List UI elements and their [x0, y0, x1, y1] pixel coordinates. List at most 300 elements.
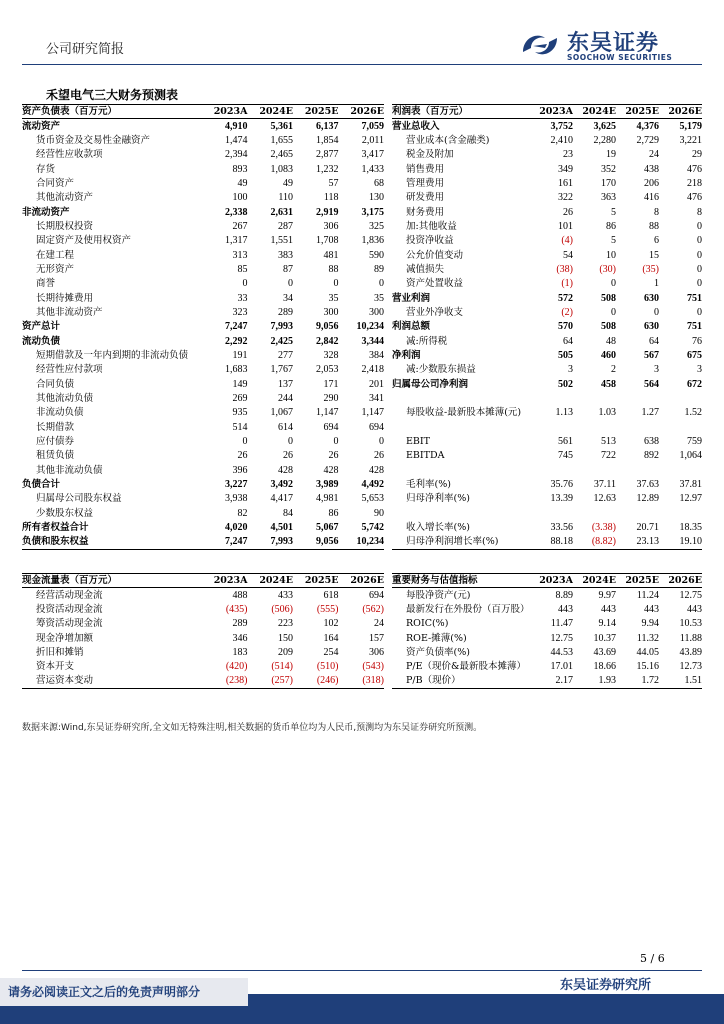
value-cell: (514) [271, 661, 293, 673]
value-cell: 164 [323, 632, 339, 644]
table-row [22, 645, 384, 659]
value-cell: 508 [601, 292, 616, 304]
value-cell: (435) [225, 603, 248, 615]
balance-sheet-table [22, 104, 384, 550]
value-cell: 1,474 [225, 134, 248, 146]
row-label: 其他非流动负债 [36, 464, 103, 476]
value-cell: 572 [558, 292, 573, 304]
row-label: EBITDA [406, 450, 445, 462]
value-cell: 201 [369, 378, 384, 390]
table-row [392, 234, 702, 248]
table-row [22, 248, 384, 262]
value-cell: 33.56 [550, 522, 573, 534]
row-label: 归母净利润增长率(%) [406, 536, 499, 548]
table-row [392, 377, 702, 391]
value-cell: 3,344 [361, 335, 384, 347]
value-cell: 443 [601, 603, 616, 615]
value-cell: (318) [362, 675, 384, 687]
row-label: 长期股权投资 [36, 220, 94, 232]
value-cell: 1,836 [361, 235, 384, 247]
row-label: 资本开支 [36, 661, 75, 673]
table-row [22, 449, 384, 463]
table-row [392, 463, 702, 477]
value-cell: 8.89 [555, 589, 573, 601]
year-header: 2025E [304, 575, 339, 587]
value-cell: 300 [369, 306, 384, 318]
row-label: 财务费用 [406, 206, 445, 218]
table-row [22, 148, 384, 162]
value-cell: 57 [328, 177, 339, 189]
year-header: 2026E [668, 575, 702, 587]
value-cell: 35 [328, 292, 339, 304]
value-cell: 630 [644, 292, 659, 304]
row-label: 短期借款及一年内到期的非流动负债 [36, 350, 189, 362]
value-cell: 12.63 [593, 493, 616, 505]
value-cell: 363 [601, 192, 616, 204]
table-row [22, 492, 384, 506]
value-cell: 722 [601, 450, 616, 462]
value-cell: 12.97 [679, 493, 702, 505]
value-cell: 43.89 [679, 646, 702, 658]
value-cell: 2,280 [593, 134, 616, 146]
row-label: 销售费用 [406, 163, 445, 175]
value-cell: (1) [561, 278, 573, 290]
table-row [392, 617, 702, 631]
row-label: 流动负债 [22, 335, 61, 347]
value-cell: 33 [237, 292, 248, 304]
value-cell: 6,137 [316, 120, 339, 132]
row-label: 负债和股东权益 [22, 536, 89, 548]
value-cell: 35.76 [550, 479, 573, 491]
row-label: 存货 [36, 163, 56, 175]
value-cell: 3 [697, 364, 702, 376]
value-cell: 170 [601, 177, 616, 189]
value-cell: 0 [333, 278, 339, 290]
value-cell [573, 506, 616, 520]
value-cell: 90 [374, 507, 384, 519]
table-row [392, 506, 702, 520]
row-label: 无形资产 [36, 263, 75, 275]
value-cell: 7,247 [225, 536, 248, 548]
value-cell: 745 [558, 450, 573, 462]
value-cell: 130 [369, 192, 384, 204]
table-row [392, 492, 702, 506]
value-cell: 1.93 [598, 675, 616, 687]
value-cell: 7,247 [225, 321, 248, 333]
value-cell: 3,938 [225, 493, 248, 505]
row-label: 货币资金及交易性金融资产 [36, 134, 151, 146]
value-cell: 24 [649, 149, 659, 161]
row-label: 折旧和摊销 [36, 646, 84, 658]
value-cell: 88.18 [550, 536, 573, 548]
value-cell: 15 [649, 249, 659, 261]
value-cell: 54 [563, 249, 573, 261]
value-cell [659, 506, 702, 520]
value-cell: 1,433 [361, 163, 384, 175]
value-cell [659, 463, 702, 477]
value-cell: 341 [369, 393, 384, 405]
table-row [392, 674, 702, 688]
row-label: 管理费用 [406, 177, 445, 189]
row-label: P/E（现价&最新股本摊薄） [406, 661, 526, 673]
value-cell: 514 [232, 421, 248, 433]
table-row [22, 391, 384, 405]
value-cell: 349 [558, 163, 573, 175]
value-cell: 638 [644, 436, 659, 448]
value-cell: 26 [374, 450, 384, 462]
cash-flow-table [22, 573, 384, 689]
value-cell: 488 [232, 589, 248, 601]
year-header: 2024E [582, 106, 616, 118]
value-cell: 254 [323, 646, 339, 658]
row-label: 长期待摊费用 [36, 292, 94, 304]
row-label: 减值损失 [406, 263, 445, 275]
value-cell: 5 [611, 206, 616, 218]
value-cell: 1,067 [270, 407, 293, 419]
row-label: P/B（现价） [406, 675, 461, 687]
value-cell: 110 [278, 192, 293, 204]
value-cell: 287 [278, 220, 293, 232]
row-label: 所有者权益合计 [22, 522, 89, 534]
report-title: 禾望电气三大财务预测表 [46, 88, 179, 102]
header-divider [22, 64, 702, 65]
value-cell: 89 [374, 263, 384, 275]
table-row [22, 631, 384, 645]
table-row [392, 631, 702, 645]
table-row [392, 162, 702, 176]
value-cell: 86 [606, 220, 616, 232]
value-cell: 322 [558, 192, 573, 204]
value-cell: 10,234 [356, 321, 384, 333]
value-cell: 0 [697, 306, 702, 318]
value-cell: 4,981 [316, 493, 339, 505]
table-row [22, 520, 384, 534]
value-cell: 82 [237, 507, 248, 519]
year-header: 2025E [625, 575, 659, 587]
value-cell: 0 [697, 278, 702, 290]
value-cell: 8 [654, 206, 659, 218]
value-cell: (246) [316, 675, 339, 687]
table-row [392, 291, 702, 305]
value-cell: 5,361 [270, 120, 293, 132]
table-row [22, 434, 384, 448]
table-row [392, 434, 702, 448]
value-cell: 675 [687, 350, 702, 362]
value-cell [530, 391, 573, 405]
value-cell: 1,064 [679, 450, 702, 462]
row-label: 税金及附加 [406, 149, 454, 161]
value-cell: 306 [323, 220, 339, 232]
row-label: 长期借款 [36, 421, 75, 433]
value-cell: 35 [374, 292, 384, 304]
value-cell: 0 [379, 436, 384, 448]
logo-text-en: SOOCHOW SECURITIES [567, 53, 673, 62]
value-cell: 10 [606, 249, 616, 261]
value-cell: 10.37 [593, 632, 616, 644]
key-ratios-table [392, 573, 702, 689]
row-label: 其他流动负债 [36, 393, 94, 405]
value-cell: 12.75 [550, 632, 573, 644]
table-row [22, 191, 384, 205]
value-cell: 1.52 [684, 407, 702, 419]
value-cell: 2,919 [316, 206, 339, 218]
table-row [392, 602, 702, 616]
value-cell: 502 [558, 378, 573, 390]
row-label: 合同资产 [36, 177, 75, 189]
row-label: 营业外净收支 [406, 306, 464, 318]
value-cell [573, 420, 616, 434]
value-cell: 48 [606, 335, 616, 347]
value-cell: (257) [271, 675, 293, 687]
value-cell: 37.81 [679, 479, 702, 491]
year-header: 2023A [213, 106, 248, 118]
year-header: 2025E [304, 106, 339, 118]
table-row [22, 377, 384, 391]
row-label [392, 391, 530, 405]
value-cell: 428 [278, 464, 293, 476]
value-cell: 5,742 [361, 522, 384, 534]
value-cell: 0 [611, 278, 616, 290]
table-header-label: 资产负债表（百万元） [22, 106, 118, 118]
row-label: 收入增长率(%) [406, 522, 470, 534]
row-label: ROIC(%) [406, 618, 449, 630]
value-cell [573, 391, 616, 405]
table-row [22, 305, 384, 319]
value-cell [573, 463, 616, 477]
table-header-label: 现金流量表（百万元） [22, 575, 118, 587]
value-cell: 346 [232, 632, 248, 644]
value-cell: (510) [316, 661, 339, 673]
value-cell: 935 [232, 407, 248, 419]
row-label: 资产处置收益 [406, 278, 464, 290]
value-cell [530, 506, 573, 520]
value-cell: 23.13 [636, 536, 659, 548]
value-cell: 892 [644, 450, 659, 462]
value-cell: 267 [232, 220, 248, 232]
table-row [392, 406, 702, 420]
value-cell: 44.05 [636, 646, 659, 658]
value-cell: (555) [316, 603, 339, 615]
year-header: 2024E [259, 575, 293, 587]
table-row [392, 660, 702, 674]
table-row [22, 674, 384, 688]
table-row [392, 176, 702, 190]
value-cell: 11.24 [636, 589, 659, 601]
table-row [392, 535, 702, 549]
value-cell: 171 [323, 378, 339, 390]
row-label: 每股收益-最新股本摊薄(元) [406, 407, 522, 419]
row-label [392, 463, 530, 477]
row-label: 归属母公司股东权益 [36, 493, 122, 505]
value-cell: (562) [362, 603, 384, 615]
value-cell: 2,729 [636, 134, 659, 146]
value-cell: 4,417 [270, 493, 293, 505]
value-cell: 34 [283, 292, 293, 304]
value-cell: 751 [687, 321, 702, 333]
value-cell: 567 [644, 350, 659, 362]
table-row [22, 162, 384, 176]
value-cell: 3 [568, 364, 573, 376]
table-row [392, 277, 702, 291]
row-label: EBIT [406, 436, 431, 448]
value-cell: 5,179 [679, 120, 702, 132]
value-cell: 37.11 [593, 479, 616, 491]
table-row [392, 449, 702, 463]
table-row [22, 291, 384, 305]
value-cell: 12.89 [636, 493, 659, 505]
value-cell: 672 [687, 378, 702, 390]
year-header: 2024E [582, 575, 616, 587]
value-cell: 438 [644, 163, 659, 175]
value-cell: 9,056 [316, 536, 339, 548]
row-label: 投资净收益 [406, 235, 454, 247]
value-cell: 76 [692, 335, 702, 347]
row-label: ROE-摊薄(%) [406, 632, 467, 644]
value-cell: 1.13 [555, 407, 573, 419]
value-cell: (35) [642, 263, 659, 275]
value-cell: 49 [283, 177, 293, 189]
value-cell: 3,227 [225, 479, 248, 491]
value-cell: 10,234 [356, 536, 384, 548]
row-label: 经营性应付款项 [36, 364, 103, 376]
row-label: 资产总计 [22, 321, 61, 333]
row-label: 加:其他收益 [406, 220, 457, 232]
value-cell: (30) [599, 263, 616, 275]
row-label: 营业成本(含金融类) [406, 134, 490, 146]
row-label: 其他流动资产 [36, 192, 94, 204]
value-cell: 384 [369, 350, 384, 362]
value-cell: 508 [601, 321, 616, 333]
value-cell: 751 [687, 292, 702, 304]
value-cell: 0 [288, 436, 293, 448]
value-cell: 2,292 [225, 335, 248, 347]
soochow-logo-icon [519, 28, 561, 62]
value-cell: 3 [654, 364, 659, 376]
value-cell: 1.51 [684, 675, 702, 687]
value-cell: 513 [601, 436, 616, 448]
value-cell: 396 [232, 464, 248, 476]
table-row [392, 248, 702, 262]
value-cell: 86 [328, 507, 339, 519]
value-cell: 6 [654, 235, 659, 247]
value-cell: 206 [644, 177, 659, 189]
value-cell: 2,842 [316, 335, 339, 347]
table-row [22, 119, 384, 133]
year-header: 2026E [350, 575, 384, 587]
value-cell [616, 506, 659, 520]
row-label: 少数股东权益 [36, 507, 94, 519]
value-cell: 9.94 [641, 618, 659, 630]
value-cell: 323 [232, 306, 248, 318]
row-label: 现金净增加额 [36, 632, 94, 644]
table-row [22, 617, 384, 631]
row-label: 净利润 [392, 350, 421, 362]
value-cell: 9.14 [598, 618, 616, 630]
value-cell: 3,417 [361, 149, 384, 161]
table-row [22, 463, 384, 477]
value-cell: 44.53 [550, 646, 573, 658]
value-cell: 218 [687, 177, 702, 189]
report-category: 公司研究简报 [46, 42, 125, 57]
table-row [22, 205, 384, 219]
table-row [22, 348, 384, 362]
table-row [392, 320, 702, 334]
table-row [392, 205, 702, 219]
value-cell: 9.97 [598, 589, 616, 601]
row-label: 固定资产及使用权资产 [36, 235, 132, 247]
value-cell: 1,083 [270, 163, 293, 175]
table-row [392, 148, 702, 162]
row-label: 合同负债 [36, 378, 75, 390]
value-cell: 4,501 [270, 522, 293, 534]
value-cell [659, 420, 702, 434]
year-header: 2026E [668, 106, 702, 118]
value-cell: 694 [369, 589, 384, 601]
row-label: 商誉 [36, 278, 56, 290]
value-cell: 759 [687, 436, 702, 448]
value-cell: 7,993 [270, 536, 293, 548]
value-cell: 2 [611, 364, 616, 376]
table-row [392, 262, 702, 276]
value-cell: 694 [323, 421, 339, 433]
value-cell: 19.10 [679, 536, 702, 548]
table-row [22, 420, 384, 434]
value-cell: 150 [278, 632, 293, 644]
row-label: 最新发行在外股份（百万股） [406, 603, 530, 615]
value-cell: 0 [242, 278, 248, 290]
value-cell: 1,854 [316, 134, 339, 146]
value-cell: 328 [323, 350, 339, 362]
year-header: 2024E [259, 106, 293, 118]
value-cell: 4,376 [636, 120, 659, 132]
value-cell: 26 [328, 450, 339, 462]
footer-disclaimer[interactable]: 请务必阅读正文之后的免责声明部分 [8, 985, 201, 999]
value-cell: 630 [644, 321, 659, 333]
value-cell: 157 [369, 632, 384, 644]
value-cell: 43.69 [593, 646, 616, 658]
row-label: 在建工程 [36, 249, 75, 261]
value-cell: 0 [288, 278, 293, 290]
value-cell: 29 [692, 149, 702, 161]
value-cell: 2,410 [550, 134, 573, 146]
row-label: 公允价值变动 [406, 249, 464, 261]
row-label: 减:所得税 [406, 335, 448, 347]
value-cell: 428 [323, 464, 339, 476]
value-cell: (8.82) [591, 536, 616, 548]
value-cell [530, 463, 573, 477]
table-row [392, 391, 702, 405]
year-header: 2023A [213, 575, 248, 587]
value-cell: 306 [369, 646, 384, 658]
value-cell: 0 [697, 235, 702, 247]
value-cell: 12.75 [679, 589, 702, 601]
value-cell: 102 [323, 618, 339, 630]
footer-org-name: 东吴证券研究所 [560, 978, 652, 993]
row-label: 归属母公司净利润 [392, 378, 469, 390]
value-cell: 505 [558, 350, 573, 362]
value-cell: 1.27 [641, 407, 659, 419]
value-cell: 0 [333, 436, 339, 448]
table-row [392, 520, 702, 534]
value-cell: 570 [558, 321, 573, 333]
value-cell: 443 [644, 603, 659, 615]
value-cell: 1.72 [641, 675, 659, 687]
value-cell: 428 [369, 464, 384, 476]
income-statement-table [392, 104, 702, 550]
value-cell: 17.01 [550, 661, 573, 673]
row-label: 每股净资产(元) [406, 589, 471, 601]
value-cell: 24 [374, 618, 384, 630]
